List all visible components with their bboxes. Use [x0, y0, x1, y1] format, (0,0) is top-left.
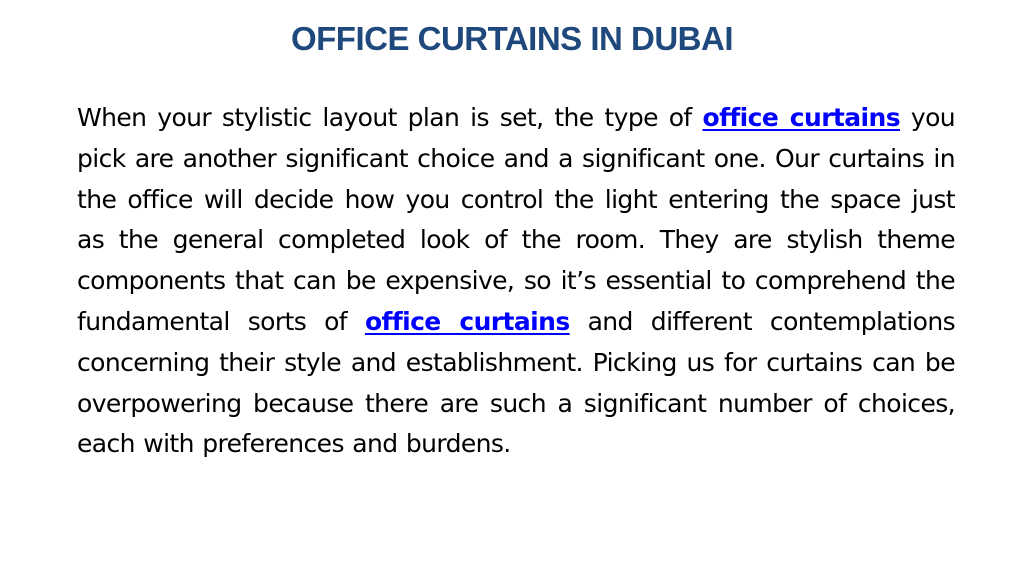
- paragraph-text-1: When your stylistic layout plan is set, the type of: [77, 103, 703, 132]
- body-paragraph: [77, 98, 955, 465]
- paragraph-text-2: you pick are another significant choice and a significant one. Our curtains in the office will decide how you control the light entering the space just as the general completed look of the room. They are stylish theme components that can be expensive, so it’s essential to comprehend the fundamental sorts of: [77, 103, 956, 336]
- office-curtains-link-2[interactable]: office curtains: [364, 306, 570, 336]
- slide-title: OFFICE CURTAINS IN DUBAI: [290, 20, 734, 57]
- paragraph-text-3: and different contemplations concerning their style and establishment. Picking us for curtains can be overpowering because there are such a significant number of choices, each with preferences and burdens.: [77, 306, 955, 459]
- office-curtains-link-1[interactable]: office curtains: [702, 103, 901, 132]
